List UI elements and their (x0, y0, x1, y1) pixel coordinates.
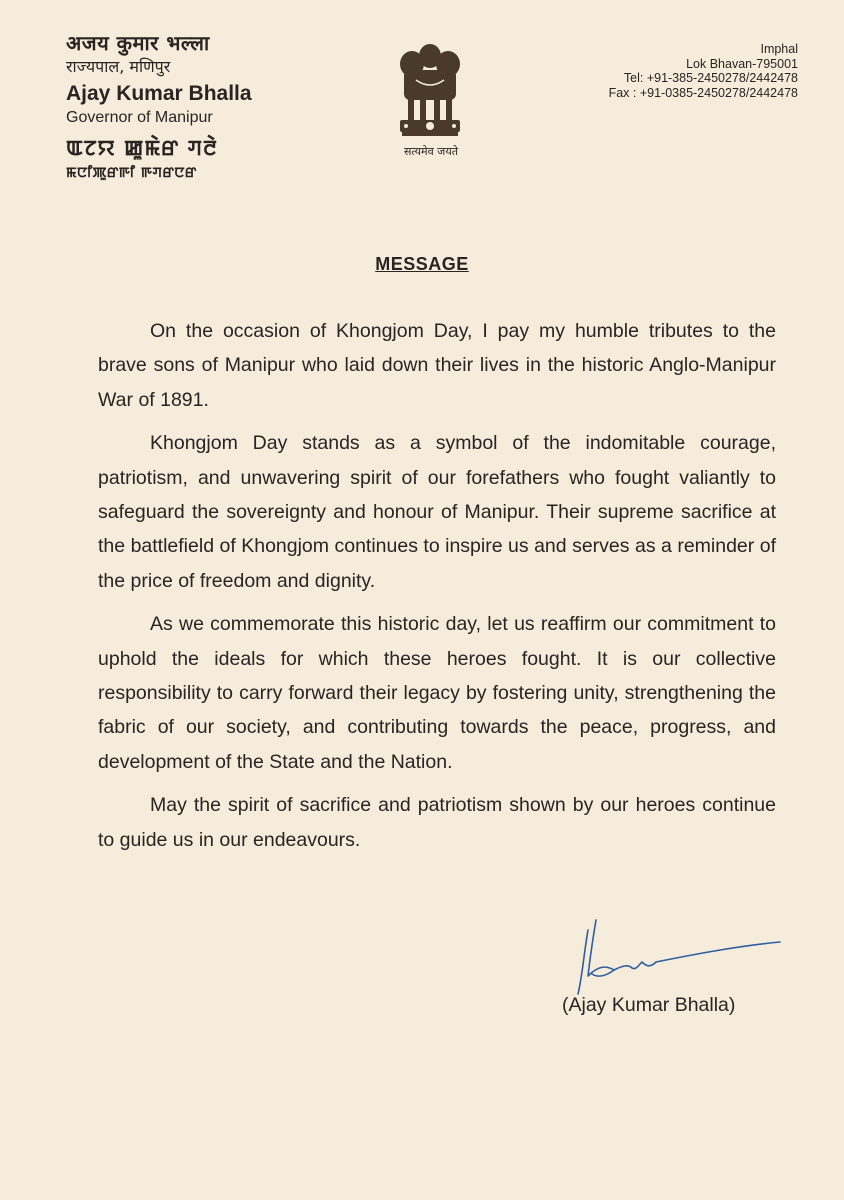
english-title: Governor of Manipur (66, 109, 213, 126)
telephone: Tel: +91-385-2450278/2442478 (623, 71, 798, 85)
message-heading: MESSAGE (375, 254, 469, 274)
address-city: Imphal (760, 42, 798, 56)
letterhead-address (538, 42, 798, 100)
hindi-title: राज्यपाल, मणिपुर (66, 57, 171, 76)
paragraph-3: As we commemorate this historic day, let us reaffirm our commitment to uphold the ideals for which these heroes fought. It is our collective responsibility to carry forward their legacy by fostering unity, strengthening the fabric of our society, and contributing towards the peace, progress, and development of the State and the Nation. (98, 613, 776, 773)
meitei-title: ꯃꯅꯤꯄꯨꯔꯒꯤ ꯒꯚꯔꯅꯔ (66, 165, 197, 181)
message-body (98, 314, 776, 866)
emblem-motto: सत्यमेव जयते (403, 145, 458, 158)
signatory-name: (Ajay Kumar Bhalla) (562, 994, 736, 1016)
paragraph-1: On the occasion of Khongjom Day, I pay my humble tributes to the brave sons of Manipur who laid down their lives in the historic Anglo-Manipur War of 1891. (98, 320, 776, 411)
address-building: Lok Bhavan-795001 (686, 56, 798, 71)
english-name: Ajay Kumar Bhalla (66, 82, 252, 105)
hindi-name: अजय कुमार भल्ला (66, 31, 210, 55)
paragraph-4: May the spirit of sacrifice and patriotism shown by our heroes continue to guide us in our endeavours. (98, 794, 776, 851)
fax: Fax : +91-0385-2450278/2442478 (608, 85, 798, 100)
letterhead-sender (66, 30, 326, 184)
handwritten-signature (566, 918, 786, 998)
meitei-name: ꯑꯖꯌ ꯀꯨꯃꯥꯔ ꯚꯂꯥ (66, 136, 218, 160)
paragraph-2: Khongjom Day stands as a symbol of the indomitable courage, patriotism, and unwavering spirit of our forefathers who fought valiantly to safeguard the sovereignty and honour of Manipur. Their supreme sacrifice at the battlefield of Khongjom continues to inspire us and serves as a reminder of the price of freedom and dignity. (98, 432, 776, 592)
